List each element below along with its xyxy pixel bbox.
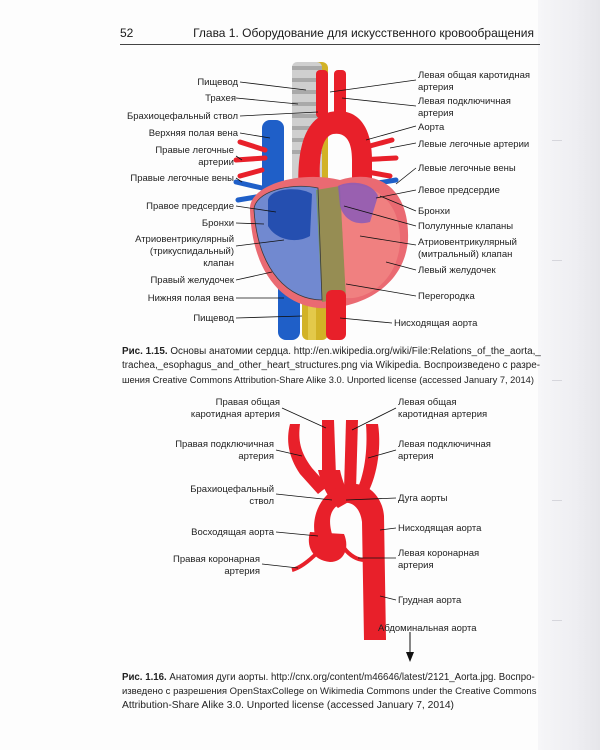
caption-1-15-line-2: trachea,_esophagus_and_other_heart_structures.png via Wikipedia. Воспроизведено с разре- <box>122 360 541 371</box>
label-left-common-carotid-2: артерия <box>418 82 454 93</box>
label-semilunar-valves: Полулунные клапаны <box>418 221 514 232</box>
label-descending-aorta-arch: Нисходящая аорта <box>398 523 482 534</box>
label-right-pulmonary-arteries-1: Правые легочные <box>155 145 234 156</box>
label-left-coronary-2: артерия <box>398 560 434 571</box>
caption-1-16-label: Рис. 1.16. <box>122 672 167 683</box>
subclavian-shape <box>334 70 346 116</box>
label-right-subclavian-2: артерия <box>238 451 274 462</box>
label-right-pulmonary-arteries-2: артерии <box>198 157 234 168</box>
label-bronchi-right: Бронхи <box>418 206 451 217</box>
label-brachiocephalic-trunk-1: Брахиоцефальный <box>190 484 274 495</box>
carotid-shape <box>316 70 328 118</box>
label-aorta: Аорта <box>418 122 445 133</box>
label-ascending-aorta: Восходящая аорта <box>191 527 274 538</box>
abdominal-arrow-head <box>406 652 414 662</box>
label-right-common-carotid-2: каротидная артерия <box>190 409 280 420</box>
label-left-pulmonary-arteries: Левые легочные артерии <box>418 139 530 150</box>
label-left-subclavian-2: артерия <box>398 451 434 462</box>
caption-1-16-line-2: изведено с разрешения OpenStaxCollege on Wikimedia Commons under the Creative Commons <box>122 686 537 697</box>
caption-1-16-line-3: Attribution-Share Alike 3.0. Unported license (accessed January 7, 2014) <box>122 700 454 711</box>
label-right-ventricle: Правый желудочек <box>150 275 234 286</box>
arch-labels-left <box>173 397 280 577</box>
arch-labels-right <box>378 397 491 634</box>
label-right-coronary-1: Правая коронарная <box>172 554 260 565</box>
chapter-title: Глава 1. Оборудование для искусственного кровообращения <box>193 26 534 40</box>
caption-1-15-line-1 <box>122 345 542 359</box>
label-tricuspid-valve-2: (трикуспидальный) <box>149 246 234 257</box>
label-brachiocephalic-trunk-2: ствол <box>249 496 274 507</box>
label-right-pulmonary-veins: Правые легочные вены <box>130 173 234 184</box>
caption-1-16-text-1: Анатомия дуги аорты. http://cnx.org/content/m46646/latest/2121_Aorta.jpg. Воспро- <box>166 672 535 683</box>
label-left-common-carotid-1: Левая общая <box>398 397 457 408</box>
label-left-coronary-1: Левая коронарная <box>398 548 480 559</box>
label-inferior-vena-cava: Нижняя полая вена <box>147 293 234 304</box>
right-coronary-shape <box>292 552 318 570</box>
caption-1-16-line-1 <box>122 671 542 685</box>
label-trachea: Трахея <box>205 93 236 104</box>
right-atrium-shape <box>268 189 312 240</box>
label-right-atrium: Правое предсердие <box>146 201 234 212</box>
caption-fig-1-15 <box>122 345 542 387</box>
label-tricuspid-valve-3: клапан <box>203 258 234 269</box>
descending-aorta-shape <box>326 290 346 340</box>
label-left-ventricle: Левый желудочек <box>418 265 496 276</box>
aortic-arch-shape <box>314 484 386 640</box>
label-tricuspid-valve-1: Атриовентрикулярный <box>135 234 234 245</box>
label-esophagus-lower: Пищевод <box>193 313 234 324</box>
label-superior-vena-cava: Верхняя полая вена <box>148 128 238 139</box>
label-left-subclavian-1: Левая подключичная <box>418 96 511 107</box>
label-mitral-valve-1: Атриовентрикулярный <box>418 237 517 248</box>
label-left-atrium: Левое предсердие <box>418 185 500 196</box>
label-descending-aorta: Нисходящая аорта <box>394 318 478 329</box>
label-abdominal-aorta: Абдоминальная аорта <box>378 623 477 634</box>
caption-1-15-label: Рис. 1.15. <box>122 346 168 357</box>
label-left-common-carotid-1: Левая общая каротидная <box>418 70 531 81</box>
label-left-common-carotid-2: каротидная артерия <box>398 409 488 420</box>
heart-labels-left <box>127 77 239 324</box>
label-right-coronary-2: артерия <box>224 566 260 577</box>
heart-labels-right <box>394 70 530 329</box>
label-right-subclavian-1: Правая подключичная <box>175 439 274 450</box>
label-brachiocephalic-trunk: Брахиоцефальный ствол <box>126 111 238 122</box>
label-left-pulmonary-veins: Левые легочные вены <box>418 163 516 174</box>
left-common-carotid-shape <box>344 420 358 490</box>
caption-fig-1-16 <box>122 671 542 713</box>
right-common-carotid-shape <box>322 420 336 478</box>
label-left-subclavian-1: Левая подключичная <box>398 439 491 450</box>
label-right-common-carotid-1: Правая общая <box>215 397 280 408</box>
caption-1-15-text-1: Основы анатомии сердца. http://en.wikipedia.org/wiki/File:Relations_of_the_aorta,_ <box>167 346 541 357</box>
label-esophagus: Пищевод <box>197 77 238 88</box>
label-left-subclavian-2: артерия <box>418 108 454 119</box>
page-number: 52 <box>120 26 134 40</box>
label-septum: Перегородка <box>418 291 475 302</box>
label-mitral-valve-2: (митральный) клапан <box>418 249 513 260</box>
label-aortic-arch: Дуга аорты <box>398 493 448 504</box>
label-thoracic-aorta: Грудная аорта <box>398 595 462 606</box>
caption-1-15-line-3: шения Creative Commons Attribution-Share Alike 3.0. Unported license (accessed January 7, 2014) <box>122 375 534 385</box>
label-bronchi-left: Бронхи <box>201 218 234 229</box>
